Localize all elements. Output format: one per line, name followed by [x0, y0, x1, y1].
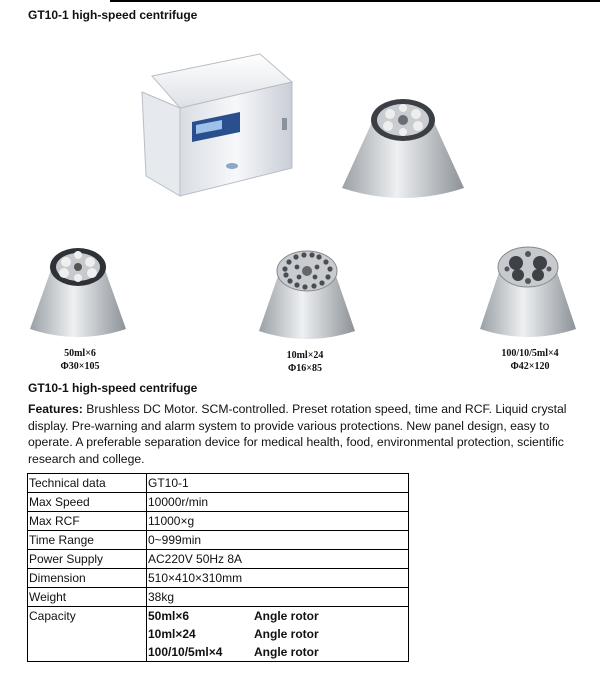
table-row: [28, 550, 409, 569]
table-row: [28, 493, 409, 512]
features-text: Brushless DC Motor. SCM-controlled. Preset rotation speed, time and RCF. Liquid crystal display. Pre-warning and alarm system to provide various protections. New panel design, easy to operate. A preferable separation device for medical health, food, environmental protection, scientific research and college.: [28, 402, 567, 466]
spec-key: Max RCF: [28, 512, 147, 531]
page-title: GT10-1 high-speed centrifuge: [28, 8, 198, 22]
spec-key: Power Supply: [28, 550, 147, 569]
spec-key: Technical data: [28, 474, 147, 493]
capacity-amount: 50ml×6: [148, 609, 190, 623]
spec-value: 510×410×310mm: [147, 569, 409, 588]
capacity-line: [148, 643, 407, 661]
caption-size: Φ16×85: [288, 363, 322, 374]
capacity-cell: [147, 607, 409, 662]
table-row: [28, 531, 409, 550]
capacity-line: [148, 607, 407, 625]
rotor-100ml-image: [478, 243, 578, 341]
table-row: [28, 569, 409, 588]
rotor-50ml-image: [28, 243, 128, 341]
capacity-type: Angle rotor: [254, 609, 319, 623]
caption-size: Φ30×105: [60, 361, 100, 372]
rotor-caption-1: [30, 347, 130, 373]
spec-value: GT10-1: [147, 474, 409, 493]
capacity-amount: 10ml×24: [148, 627, 196, 641]
spec-table: [27, 473, 409, 662]
spec-value: AC220V 50Hz 8A: [147, 550, 409, 569]
spec-key: Capacity: [28, 607, 147, 662]
features-paragraph: [28, 401, 588, 467]
spec-value: 38kg: [147, 588, 409, 607]
capacity-line: [148, 625, 407, 643]
table-row: [28, 474, 409, 493]
table-row: [28, 512, 409, 531]
caption-capacity: 50ml×6: [64, 348, 96, 359]
spec-key: Max Speed: [28, 493, 147, 512]
rotor-caption-2: [245, 349, 365, 375]
spec-value: 11000×g: [147, 512, 409, 531]
caption-capacity: 100/10/5ml×4: [501, 348, 559, 359]
spec-value: 10000r/min: [147, 493, 409, 512]
centrifuge-machine-image: [140, 48, 300, 198]
table-row: [28, 588, 409, 607]
rotor-10ml-image: [257, 245, 357, 343]
caption-capacity: 10ml×24: [286, 350, 324, 361]
rotor-caption-3: [475, 347, 585, 373]
features-label: Features:: [28, 402, 83, 416]
capacity-type: Angle rotor: [254, 627, 319, 641]
spec-value: 0~999min: [147, 531, 409, 550]
large-rotor-image: [340, 90, 466, 200]
caption-size: Φ42×120: [510, 361, 550, 372]
section-title: GT10-1 high-speed centrifuge: [28, 381, 198, 395]
spec-key: Time Range: [28, 531, 147, 550]
spec-key: Weight: [28, 588, 147, 607]
top-rule: [110, 0, 600, 2]
spec-key: Dimension: [28, 569, 147, 588]
capacity-type: Angle rotor: [254, 645, 319, 659]
table-row: [28, 607, 409, 662]
capacity-amount: 100/10/5ml×4: [148, 645, 223, 659]
